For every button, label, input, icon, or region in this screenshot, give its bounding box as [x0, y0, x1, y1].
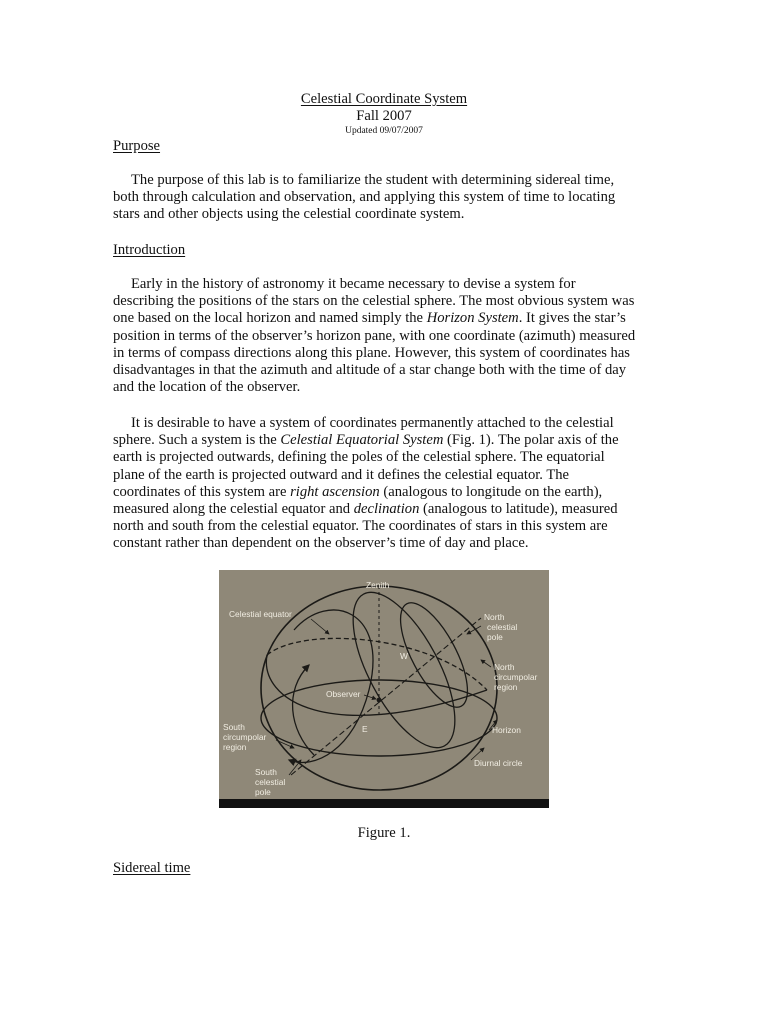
- horizon-system-term: Horizon System: [426, 310, 519, 327]
- intro-line: [113, 310, 653, 327]
- intro-line: [113, 432, 653, 449]
- label-horizon: Horizon: [492, 725, 521, 735]
- intro-line: in terms of compass directions along this plane. However, this system of coordinates has: [113, 344, 630, 361]
- figure-caption: Figure 1.: [357, 825, 411, 841]
- introduction-paragraph-1: [113, 276, 653, 396]
- label-south-celestial-pole-1: South: [255, 767, 277, 777]
- label-south-celestial-pole-3: pole: [255, 787, 271, 797]
- label-east: E: [362, 724, 368, 734]
- intro-line: position in terms of the observer’s horizon pane, with one coordinate (azimuth) measured: [113, 327, 636, 344]
- label-south-celestial-pole-2: celestial: [255, 777, 286, 787]
- label-north-circumpolar-3: region: [494, 682, 518, 692]
- intro-text: (analogous to longitude on the earth),: [379, 483, 603, 500]
- label-observer: Observer: [326, 689, 361, 699]
- intro-text: coordinates of this system are: [113, 483, 291, 500]
- label-south-circumpolar-3: region: [223, 742, 247, 752]
- label-north-celestial-pole-3: pole: [487, 632, 503, 642]
- intro-text: one based on the local horizon and named simply the: [113, 310, 427, 327]
- purpose-line: The purpose of this lab is to familiarize the student with determining sidereal time,: [131, 172, 615, 188]
- celestial-sphere-figure: [219, 570, 549, 808]
- label-diurnal-circle: Diurnal circle: [474, 758, 523, 768]
- label-south-circumpolar-1: South: [223, 722, 245, 732]
- purpose-line: stars and other objects using the celestial coordinate system.: [113, 206, 465, 223]
- introduction-heading: Introduction: [113, 242, 186, 258]
- purpose-paragraph: [113, 172, 653, 224]
- intro-line: and the location of the observer.: [113, 379, 301, 396]
- document-term: Fall 2007: [356, 108, 412, 124]
- label-north-celestial-pole-1: North: [484, 612, 505, 622]
- intro-line: [113, 484, 653, 501]
- intro-line: describing the positions of the stars on the celestial sphere. The most obvious system was: [113, 293, 635, 310]
- celestial-equatorial-term: Celestial Equatorial System: [280, 432, 444, 449]
- intro-line: earth is projected outwards, defining the poles of the celestial sphere. The equatorial: [113, 449, 605, 466]
- intro-line: Early in the history of astronomy it became necessary to devise a system for: [131, 276, 576, 292]
- intro-line: plane of the earth is projected outward and it defines the celestial equator. The: [113, 466, 570, 483]
- label-south-circumpolar-2: circumpolar: [223, 732, 267, 742]
- intro-line: [113, 501, 653, 518]
- purpose-line: both through calculation and observation, and applying this system of time to locating: [113, 189, 616, 206]
- document-title-text: Celestial Coordinate System: [300, 91, 468, 107]
- intro-text: measured along the celestial equator and: [113, 500, 354, 517]
- intro-line: north and south from the celestial equator. The coordinates of stars in this system are: [113, 518, 608, 535]
- intro-text: sphere. Such a system is the: [113, 432, 281, 449]
- updated-date: Updated 09/07/2007: [345, 126, 423, 136]
- label-west: W: [400, 651, 408, 661]
- declination-term: declination: [353, 500, 420, 517]
- label-zenith: Zenith: [366, 580, 390, 590]
- intro-text: . It gives the star’s: [518, 310, 626, 327]
- celestial-sphere-diagram: [219, 570, 549, 808]
- right-ascension-term: right ascension: [290, 483, 380, 500]
- intro-text: (analogous to latitude), measured: [419, 500, 618, 517]
- intro-line: disadvantages in that the azimuth and altitude of a star change both with the time of day: [113, 361, 627, 378]
- label-north-circumpolar-2: circumpolar: [494, 672, 538, 682]
- label-north-circumpolar-1: North: [494, 662, 515, 672]
- intro-text: (Fig. 1). The polar axis of the: [443, 432, 619, 449]
- introduction-paragraph-2: [113, 415, 653, 553]
- purpose-heading: Purpose: [113, 138, 161, 154]
- intro-line: It is desirable to have a system of coordinates permanently attached to the celestial: [131, 415, 614, 431]
- label-north-celestial-pole-2: celestial: [487, 622, 518, 632]
- label-celestial-equator: Celestial equator: [229, 609, 292, 619]
- sidereal-time-heading: Sidereal time: [113, 860, 191, 876]
- document-title: [0, 91, 768, 108]
- intro-line: constant rather than dependent on the observer’s time of day and place.: [113, 535, 529, 552]
